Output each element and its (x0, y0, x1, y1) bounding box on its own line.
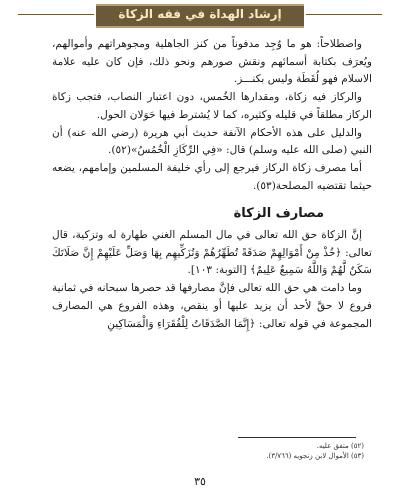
paragraph-rikaz-zakat: والركاز فيه زكاة، ومقدارها الخُمس، دون اعتبار النصاب، فتجب زكاة الركاز مطلقاً في قليله وكثيره، كما لا يُشترط فيها حَوَلان الحول. (52, 91, 372, 121)
footnotes (40, 441, 364, 461)
paragraph-disbursement: أما مصرف زكاة الركاز فيرجع إلى رأي خليفة المسلمين وإمامهم، يضعه حيثما تقتضيه المصلحة(٥٣). (52, 161, 372, 192)
footnote-divider (238, 437, 356, 438)
footnote-52: (٥٢) متفق عليه. (316, 442, 364, 450)
paragraph-definition: واصطلاحاً: هو ما وُجِد مدفوناً من كنز الجاهلية ومجوهراتهم وأموالهم، ويُعرَف بكتابة أسمائهم ونقش صورهم ونحو ذلك، فإن كان عليه علامة الاسلام فهو لُقَطَة وليس بكنـــز. (52, 38, 372, 86)
page-header (0, 0, 400, 28)
section-heading: مصارف الزكاة (233, 206, 324, 222)
footnote-53: (٥٣) الأموال لابن زنجويه (٣/٧٦٦). (266, 452, 364, 460)
page-body (52, 36, 372, 333)
paragraph-zakat-right: إنَّ الزكاة حق الله تعالى في مال المسلم الغني طهارة له وتزكية، قال تعالى: ﴿خُذْ مِنْ أَمْوَالِهِمْ صَدَقَةً تُطَهِّرُهُمْ وَتُزَكِّيهِم بِهَا وَصَلِّ عَلَيْهِمْ إِنَّ صَلَاتَكَ سَكَنٌ لَّهُمْ وَاللَّهُ سَمِيعٌ عَلِيمٌ﴾ [التوبة: ١٠٣]. (52, 229, 372, 277)
book-title: إرشاد الهداة في فقه الزكاة (118, 7, 282, 21)
paragraph-eight-categories: وما دامت هي حق الله تعالى فإنَّ مصارفها قد حصرها سبحانه في ثمانية فروع لا حقَّ لأحد أن يزيد عليها أو ينقص، وهذه الفروع هي المصارف المجموعة في قوله تعالى: ﴿إِنَّمَا الصَّدَقَاتُ لِلْفُقَرَاءِ وَالْمَسَاكِينِ (52, 282, 372, 330)
header-rule-right (306, 14, 382, 15)
paragraph-evidence: والدليل على هذه الأحكام الآنفة حديث أبي هريرة (رضي الله عنه) أن النبي (صلى الله عليه وسلم) قال: «فِي الرِّكَازِ الْخُمُسُ»(٥٢). (52, 126, 372, 157)
header-rule-left (18, 14, 94, 15)
page-number: ٣٥ (194, 475, 206, 488)
